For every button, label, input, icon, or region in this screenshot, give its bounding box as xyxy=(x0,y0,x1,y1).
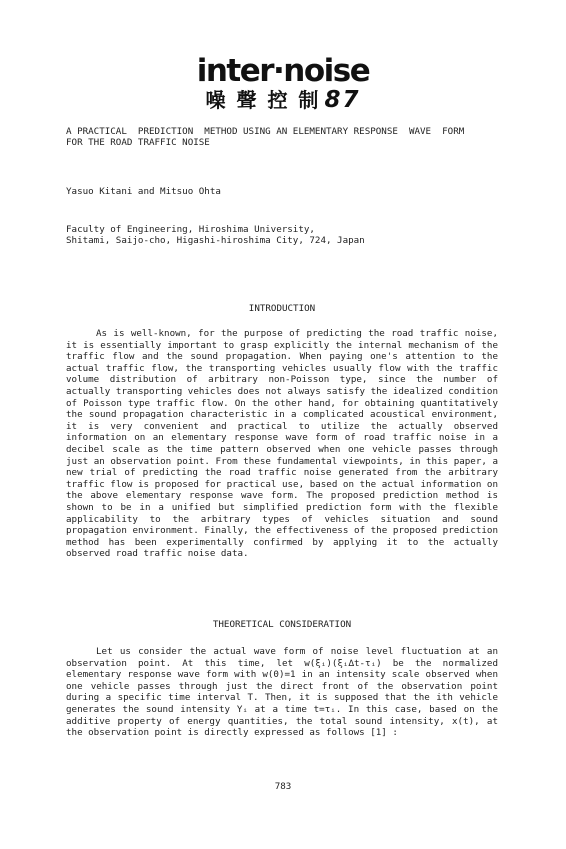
paper-authors: Yasuo Kitani and Mitsuo Ohta xyxy=(66,186,221,197)
section-heading-theoretical: THEORETICAL CONSIDERATION xyxy=(212,619,352,630)
conference-logo-year: 87 xyxy=(324,87,361,113)
paper-title: A PRACTICAL PREDICTION METHOD USING AN ELEMENTARY RESPONSE WAVE FORM FOR THE ROAD TRAFFIC NOISE xyxy=(66,126,465,148)
section-heading-introduction: INTRODUCTION xyxy=(248,303,316,314)
section-body-introduction: As is well-known, for the purpose of predicting the road traffic noise, it is essentially important to grasp explicitly the internal mechanism of the traffic flow and the sound propagation. When paying one's attention to the actual traffic flow, the transporting vehicles usually flow with the traffic volume distribution of arbitrary non-Poisson type, since the number of actually transporting vehicles does not always satisfy the idealized condition of Poisson type traffic flow. On the other hand, for obtaining quantitatively the sound propagation characteristic in a complicated acoustical environment, it is very convenient and practical to utilize the actually observed information on an elementary response wave form of road traffic noise in a decibel scale as the time pattern observed when one vehicle passes through just an observation point. From these fundamental viewpoints, in this paper, a new trial of predicting the road traffic noise generated from the arbitrary traffic flow is proposed for practical use, based on the actual information on the above elementary response wave form. The proposed prediction method is shown to be in a unified but simplified prediction form with the flexible applicability to the arbitrary types of vehicles situation and sound propagation environment. Finally, the effectiveness of the proposed prediction method has been experimentally confirmed by applying it to the actually observed road traffic noise data. xyxy=(66,328,498,560)
page-number: 783 xyxy=(274,781,292,792)
paper-affiliation: Faculty of Engineering, Hiroshima University, Shitami, Saijo-cho, Higashi-hiroshima City, 724, Japan xyxy=(66,224,365,246)
conference-logo-wordmark: inter·noise xyxy=(196,53,370,89)
section-body-theoretical: Let us consider the actual wave form of noise level fluctuation at an observation point. At this time, let w(ξᵢ)(ξᵢ∆t-τᵢ) be the normalized elementary response wave form with w(0)=1 in an intensity scale observed when one vehicle passes through just the direct front of the observation point during a specific time interval T. Then, it is supposed that the ith vehicle generates the sound intensity Yᵢ at a time t=τᵢ. In this case, based on the additive property of energy quantities, the total sound intensity, x(t), at the observation point is directly expressed as follows [1] : xyxy=(66,646,498,739)
conference-logo-kanji-line xyxy=(0,88,566,112)
conference-logo-kanji: 噪 聲 控 制 xyxy=(205,88,321,112)
